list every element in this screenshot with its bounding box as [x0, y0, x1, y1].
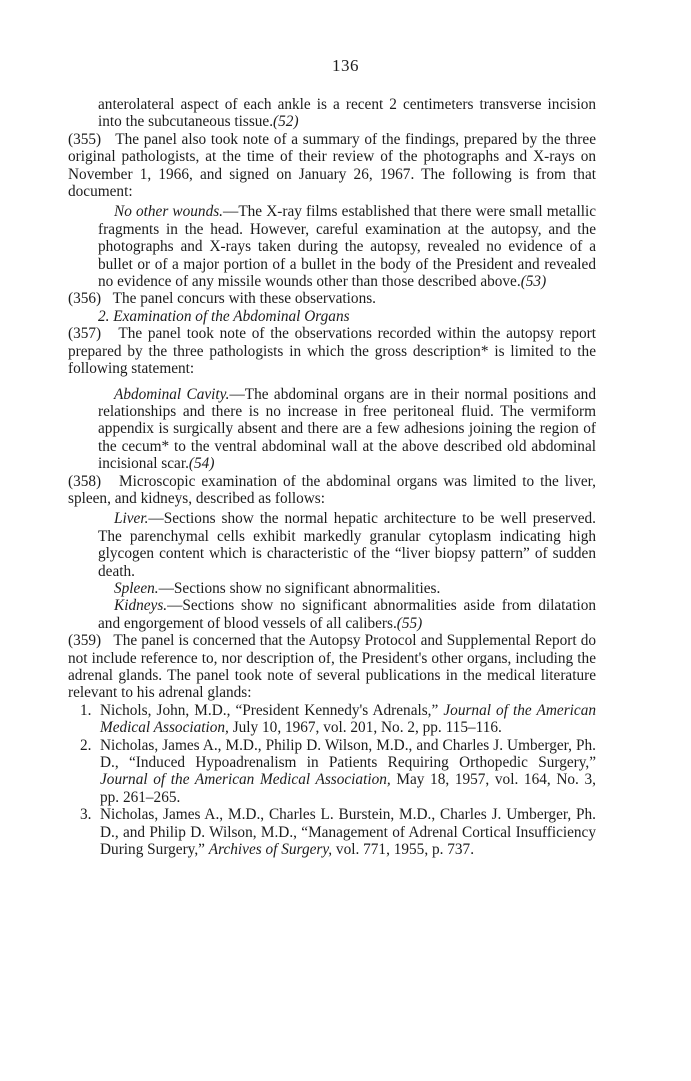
- reference-details: July 10, 1967, vol. 201, No. 2, pp. 115–116.: [228, 719, 502, 737]
- footnote-ref: (55): [396, 614, 423, 632]
- quote-title: Spleen.: [114, 579, 159, 597]
- reference-text: Nicholas, James A., M.D., Charles L. Burstein, M.D., Charles J. Umberger, Ph. D., and Philip D. Wilson, M.D., “Management of Adrenal Cortical Insufficiency During Surgery,”: [100, 806, 596, 859]
- section-heading: 2. Examination of the Abdominal Organs: [98, 307, 350, 325]
- quote-no-other-wounds: [68, 203, 596, 290]
- quote-title: Abdominal Cavity.: [114, 385, 230, 403]
- paragraph-continuation: [68, 96, 596, 131]
- reference-number: 3.: [80, 806, 92, 824]
- paragraph-text: Microscopic examination of the abdominal organs was limited to the liver, spleen, and kidneys, described as follows:: [68, 472, 596, 507]
- paragraph-number: (357): [68, 325, 102, 343]
- quote-abdominal-cavity: [68, 386, 596, 473]
- paragraph-text: anterolateral aspect of each ankle is a recent 2 centimeters transverse incision into the subcutaneous tissue.: [98, 96, 596, 131]
- reference-journal: Archives of Surgery,: [208, 841, 333, 859]
- footnote-ref: (52): [273, 113, 299, 131]
- paragraph-number: (359): [68, 632, 102, 650]
- reference-number: 2.: [80, 736, 92, 754]
- quote-spleen: [68, 580, 596, 597]
- paragraph-356: [68, 290, 596, 307]
- reference-details: May 18, 1957, vol. 164, No. 3, pp. 261–265.: [100, 771, 596, 806]
- paragraph-358: [68, 473, 596, 508]
- paragraph-357: [68, 325, 596, 377]
- paragraph-text: The panel concurs with these observations.: [112, 290, 376, 308]
- page-body: [68, 96, 596, 858]
- reference-journal: Journal of the American Medical Association,: [100, 771, 391, 789]
- paragraph-text: The panel also took note of a summary of the findings, prepared by the three original pathologists, at the time of their review of the photographs and X-rays on November 1, 1966, and signed on January 26, 1967. The following is from that document:: [68, 130, 596, 201]
- paragraph-355: [68, 131, 596, 201]
- quote-liver: [68, 510, 596, 580]
- reference-item: [68, 702, 596, 737]
- reference-details: vol. 771, 1955, p. 737.: [332, 841, 475, 859]
- quote-text: —Sections show the normal hepatic architecture to be well preserved. The parenchymal cells exhibit markedly granular cytoplasm indicating high glycogen content which is characteristic of the “liver biopsy pattern” of sudden death.: [98, 510, 596, 580]
- reference-text: Nichols, John, M.D., “President Kennedy's Adrenals,”: [100, 701, 444, 719]
- reference-item: [68, 806, 596, 858]
- quote-title: No other wounds.: [114, 203, 224, 221]
- paragraph-359: [68, 632, 596, 702]
- reference-number: 1.: [80, 701, 92, 719]
- footnote-ref: (54): [188, 455, 215, 473]
- quote-text: —The abdominal organs are in their normal positions and relationships and there is no increase in free peritoneal fluid. The vermiform appendix is surgically absent and there are a few adhesions joining the region of the cecum* to the ventral abdominal wall at the above described old abdominal incisional scar.: [98, 385, 596, 473]
- paragraph-number: (355): [68, 130, 102, 148]
- quote-text: —The X-ray films established that there were small metallic fragments in the head. However, careful examination at the autopsy, and the photographs and X-rays taken during the autopsy, revealed no evidence of a bullet or of a major portion of a bullet in the body of the President and revealed no evidence of any missile wounds other than those described above.: [98, 203, 596, 291]
- paragraph-number: (358): [68, 472, 102, 490]
- footnote-ref: (53): [520, 273, 547, 291]
- reference-list: [68, 702, 596, 859]
- reference-text: Nicholas, James A., M.D., Philip D. Wilson, M.D., and Charles J. Umberger, Ph. D., “Induced Hypoadrenalism in Patients Requiring Orthopedic Surgery,”: [100, 736, 596, 772]
- quote-text: —Sections show no significant abnormalities.: [158, 579, 441, 597]
- paragraph-text: The panel is concerned that the Autopsy Protocol and Supplemental Report do not include reference to, nor description of, the President's other organs, including the adrenal glands. The panel took note of several publications in the medical literature relevant to his adrenal glands:: [68, 632, 596, 702]
- quote-title: Kidneys.: [114, 597, 168, 615]
- quote-title: Liver.: [114, 510, 149, 528]
- paragraph-number: (356): [68, 290, 102, 308]
- quote-text: —Sections show no significant abnormalities aside from dilatation and engorgement of blood vessels of all calibers.: [98, 597, 596, 632]
- reference-item: [68, 737, 596, 807]
- reference-journal: Journal of the American Medical Association,: [100, 701, 596, 737]
- quote-kidneys: [68, 597, 596, 632]
- page-number: 136: [332, 56, 359, 75]
- paragraph-text: The panel took note of the observations recorded within the autopsy report prepared by the three pathologists in which the gross description* is limited to the following statement:: [68, 325, 596, 378]
